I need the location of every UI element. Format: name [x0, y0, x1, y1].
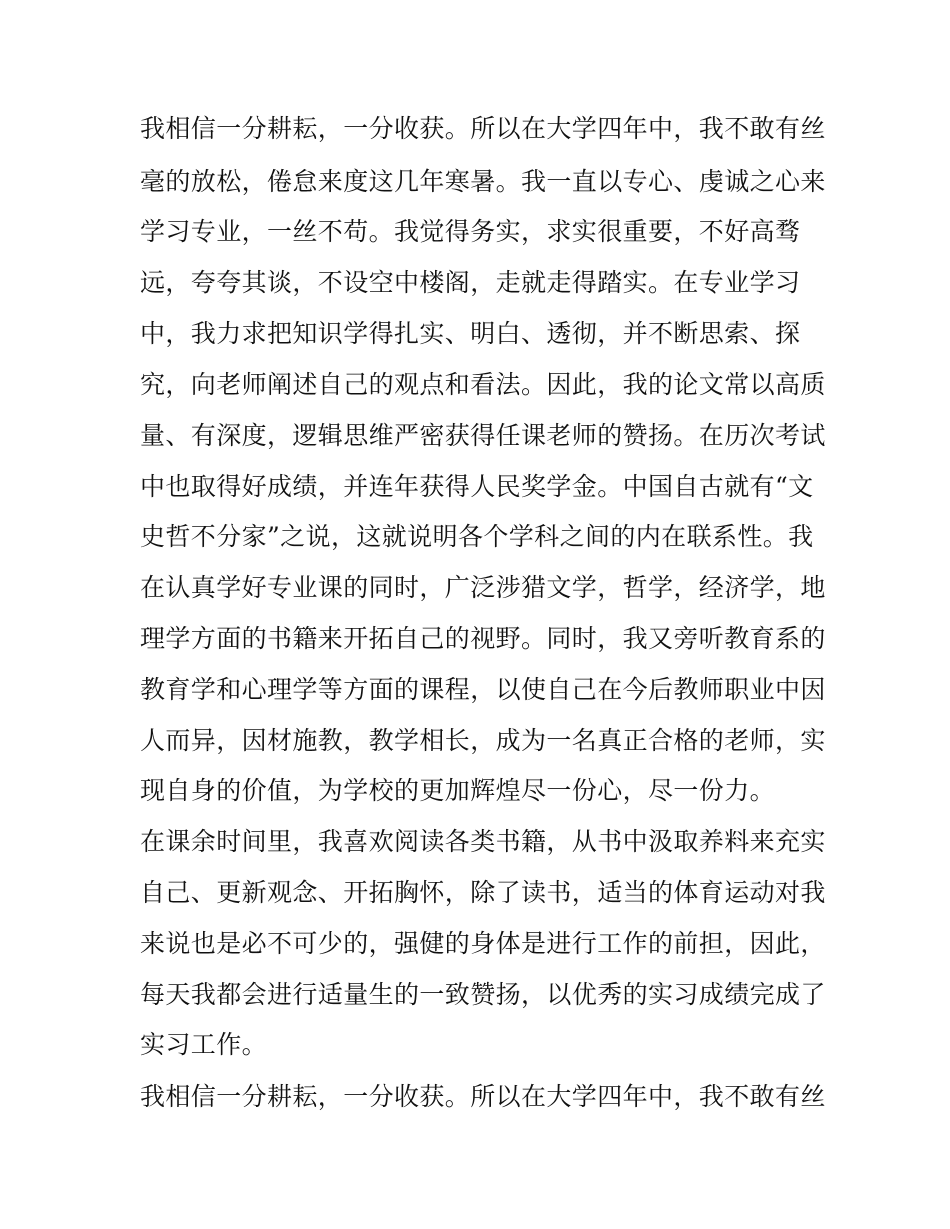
text-line: 究，向老师阐述自己的观点和看法。因此，我的论文常以高质	[140, 370, 826, 399]
text-line: 量、有深度，逻辑思维严密获得任课老师的赞扬。在历次考试	[140, 421, 826, 450]
text-line: 理学方面的书籍来开拓自己的视野。同时，我又旁听教育系的	[140, 624, 826, 653]
text-line: 毫的放松，倦怠来度这几年寒暑。我一直以专心、虔诚之心来	[140, 167, 826, 196]
text-line: 在认真学好专业课的同时，广泛涉猎文学，哲学，经济学，地	[140, 573, 826, 602]
text-line: 自己、更新观念、开拓胸怀，除了读书，适当的体育运动对我	[140, 878, 826, 907]
text-line: 史哲不分家”之说，这就说明各个学科之间的内在联系性。我	[140, 522, 814, 551]
text-line: 在课余时间里，我喜欢阅读各类书籍，从书中汲取养料来充实	[140, 827, 826, 856]
text-line: 实习工作。	[140, 1030, 268, 1059]
text-line: 中也取得好成绩，并连年获得人民奖学金。中国自古就有“文	[140, 472, 814, 501]
text-line: 来说也是必不可少的，强健的身体是进行工作的前担，因此，	[140, 929, 826, 958]
text-line: 现自身的价值，为学校的更加辉煌尽一份心，尽一份力。	[140, 776, 776, 805]
text-line: 远，夸夸其谈，不设空中楼阁，走就走得踏实。在专业学习	[140, 268, 801, 297]
text-line: 我相信一分耕耘，一分收获。所以在大学四年中，我不敢有丝	[140, 114, 826, 143]
text-line: 我相信一分耕耘，一分收获。所以在大学四年中，我不敢有丝	[140, 1082, 826, 1111]
text-line: 每天我都会进行适量生的一致赞扬，以优秀的实习成绩完成了	[140, 980, 826, 1009]
text-line: 中，我力求把知识学得扎实、明白、透彻，并不断思索、探	[140, 319, 801, 348]
text-line: 学习专业，一丝不苟。我觉得务实，求实很重要，不好高骛	[140, 217, 801, 246]
text-line: 人而异，因材施教，教学相长，成为一名真正合格的老师，实	[140, 726, 826, 755]
text-line: 教育学和心理学等方面的课程，以使自己在今后教师职业中因	[140, 675, 826, 704]
